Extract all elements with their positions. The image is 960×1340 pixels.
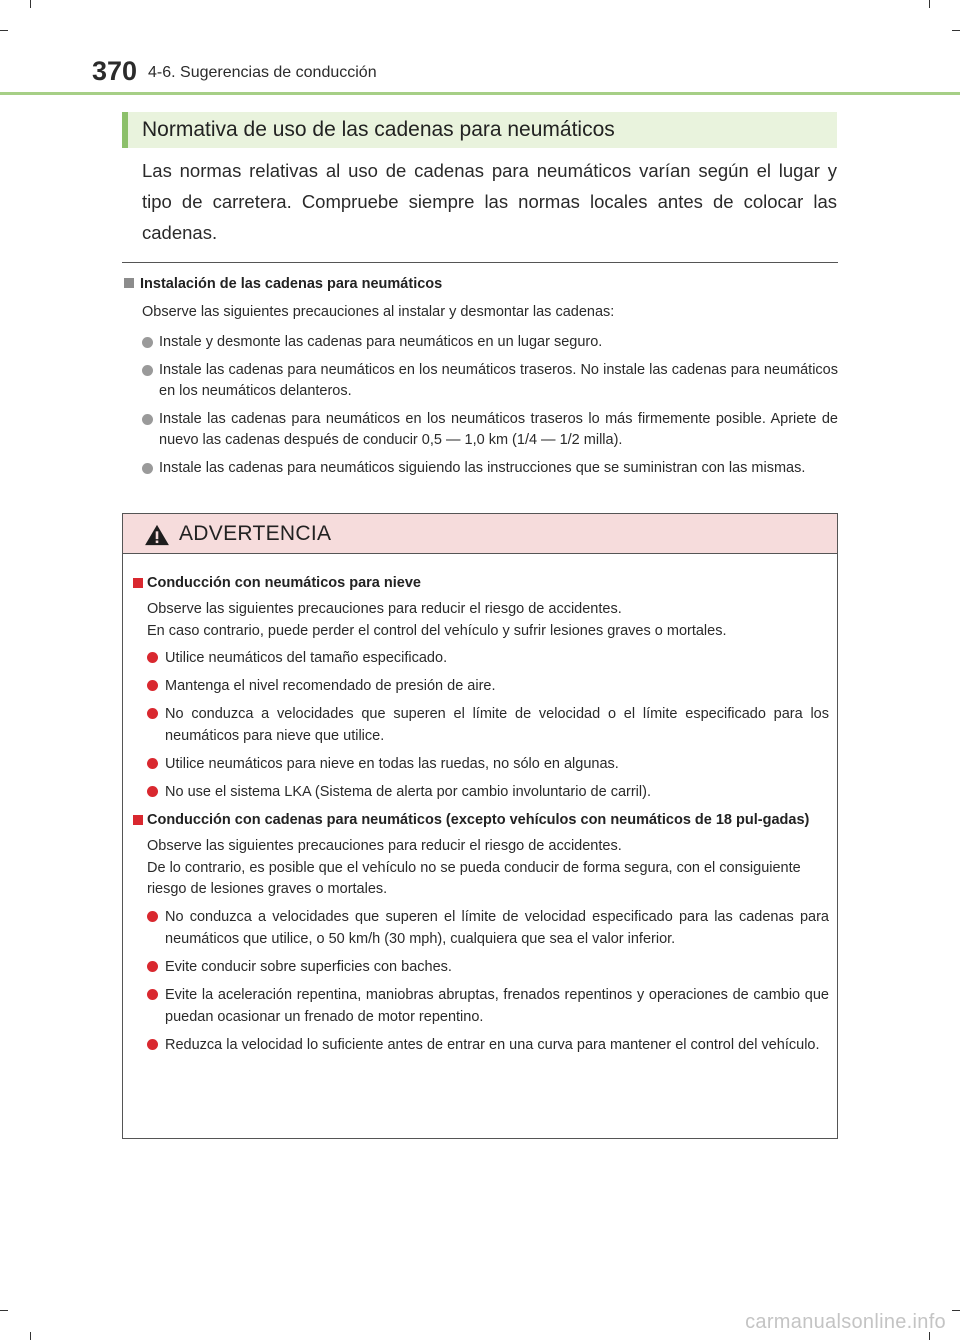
- warning-list-item: No conduzca a velocidades que superen el límite de velocidad especificado para las cadenas para neumáticos que utilice, o 50 km/h (30 mph), cualquiera que sea el valor inferior.: [147, 906, 829, 950]
- topic-title: Normativa de uso de las cadenas para neumáticos: [142, 118, 615, 141]
- list-item: Instale y desmonte las cadenas para neumáticos en un lugar seguro.: [142, 332, 838, 353]
- gray-square-bullet-icon: [124, 278, 134, 288]
- gray-bullet-icon: [142, 365, 153, 376]
- red-bullet-icon: [147, 961, 158, 972]
- list-item: Instale las cadenas para neumáticos en los neumáticos traseros lo más firmemente posible. Apriete de nuevo las cadenas después de conducir 0,5 — 1,0 km (1/4 — 1/2 milla).: [142, 409, 838, 451]
- crop-mark: [0, 1310, 8, 1311]
- installation-list: [142, 332, 838, 486]
- warning-triangle-icon: [143, 524, 171, 546]
- warning-header: [123, 514, 837, 554]
- warning-list-item: No conduzca a velocidades que superen el límite de velocidad o el límite especificado para los neumáticos para nieve que utilice.: [147, 703, 829, 747]
- red-bullet-icon: [147, 708, 158, 719]
- red-bullet-icon: [147, 786, 158, 797]
- warning-subheading: Conducción con neumáticos para nieve: [133, 572, 829, 594]
- page-number: 370: [92, 56, 138, 86]
- warning-list-item: Utilice neumáticos para nieve en todas las ruedas, no sólo en algunas.: [147, 753, 829, 775]
- header-rule: [0, 92, 960, 95]
- red-bullet-icon: [147, 911, 158, 922]
- red-bullet-icon: [147, 758, 158, 769]
- installation-intro: Observe las siguientes precauciones al instalar y desmontar las cadenas:: [142, 304, 615, 320]
- red-bullet-icon: [147, 680, 158, 691]
- installation-heading: [124, 276, 442, 292]
- red-bullet-icon: [147, 1039, 158, 1050]
- topic-accent: [122, 112, 128, 148]
- list-item: Instale las cadenas para neumáticos en los neumáticos traseros. No instale las cadenas para neumáticos en los neumáticos delanteros.: [142, 360, 838, 402]
- warning-list-item: Utilice neumáticos del tamaño especificado.: [147, 647, 829, 669]
- red-bullet-icon: [147, 652, 158, 663]
- crop-mark: [952, 1310, 960, 1311]
- gray-bullet-icon: [142, 337, 153, 348]
- warning-paragraph: Observe las siguientes precauciones para reducir el riesgo de accidentes. De lo contrario, es posible que el vehículo no se pueda conducir de forma segura, con el consiguiente riesgo de lesiones graves o mortales.: [147, 838, 801, 897]
- crop-mark: [952, 30, 960, 31]
- crop-mark: [30, 0, 31, 8]
- watermark: carmanualsonline.info: [745, 1311, 946, 1333]
- section-divider: [122, 262, 838, 263]
- list-item: Instale las cadenas para neumáticos siguiendo las instrucciones que se suministran con las mismas.: [142, 458, 838, 479]
- section-label: 4-6. Sugerencias de conducción: [148, 64, 377, 81]
- crop-mark: [0, 30, 8, 31]
- red-square-bullet-icon: [133, 578, 143, 588]
- warning-box: [122, 513, 838, 1139]
- warning-list-item: Evite la aceleración repentina, maniobras abruptas, frenados repentinos y operaciones de cambio que puedan ocasionar un frenado de motor repentino.: [147, 984, 829, 1028]
- gray-bullet-icon: [142, 414, 153, 425]
- red-square-bullet-icon: [133, 815, 143, 825]
- gray-bullet-icon: [142, 463, 153, 474]
- warning-paragraph: Observe las siguientes precauciones para reducir el riesgo de accidentes. En caso contrario, puede perder el control del vehículo y sufrir lesiones graves o mortales.: [147, 601, 727, 639]
- warning-title: ADVERTENCIA: [179, 522, 332, 545]
- topic-title-bar: [122, 112, 837, 148]
- warning-subheading: Conducción con cadenas para neumáticos (excepto vehículos con neumáticos de 18 pul-gadas): [133, 809, 829, 831]
- warning-body: [133, 572, 829, 1062]
- crop-mark: [929, 0, 930, 8]
- crop-mark: [30, 1332, 31, 1340]
- warning-list-item: Evite conducir sobre superficies con baches.: [147, 956, 829, 978]
- topic-intro: Las normas relativas al uso de cadenas para neumáticos varían según el lugar y tipo de carretera. Compruebe siempre las normas locales antes de colocar las cadenas.: [142, 160, 837, 243]
- installation-heading-text: Instalación de las cadenas para neumáticos: [140, 276, 443, 292]
- warning-list-item: No use el sistema LKA (Sistema de alerta por cambio involuntario de carril).: [147, 781, 829, 803]
- red-bullet-icon: [147, 989, 158, 1000]
- warning-list-item: Reduzca la velocidad lo suficiente antes de entrar en una curva para mantener el control del vehículo.: [147, 1034, 829, 1056]
- warning-list-item: Mantenga el nivel recomendado de presión de aire.: [147, 675, 829, 697]
